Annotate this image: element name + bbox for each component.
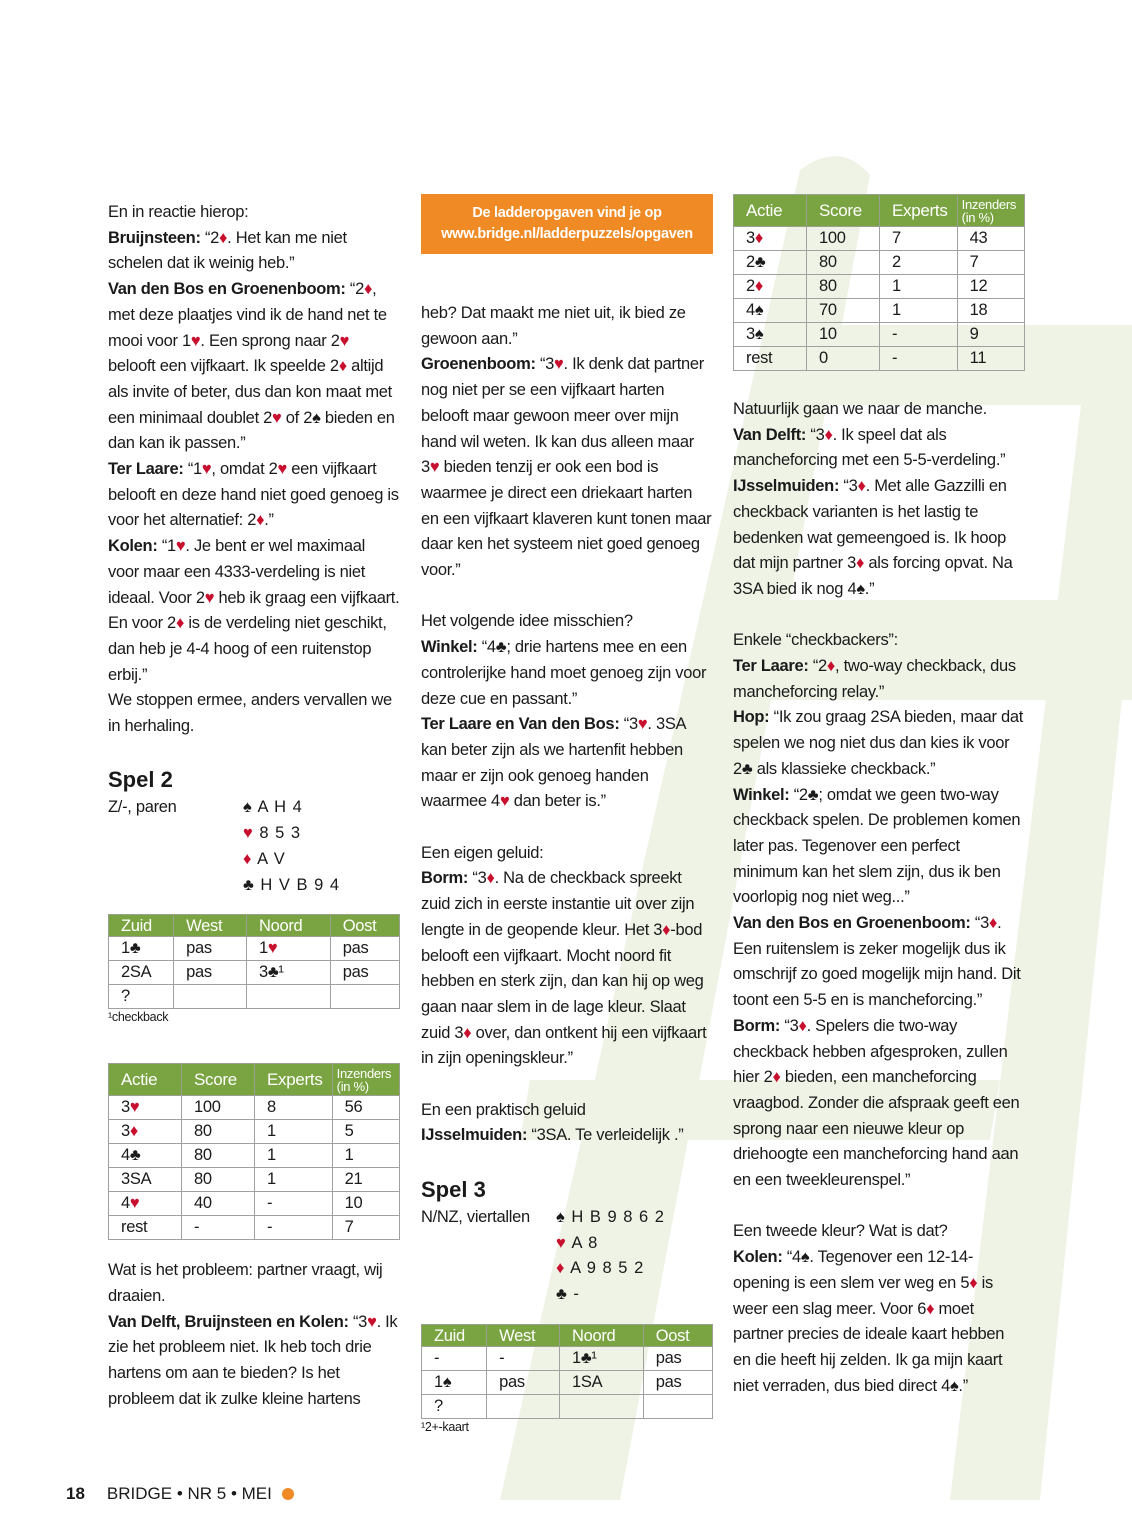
deal-diagram: [421, 1205, 713, 1308]
paragraph: IJsselmuiden: “3♦. Met alle Gazzilli en checkback varianten is het lastig te bedenken wat gemeengoed is. Ik hoop dat mijn partner 3♦ als forcing opvat. Na 3SA bied ik nog 4♠.”: [733, 477, 1013, 598]
red-suit-icon: ♦: [754, 277, 764, 295]
speaker-name: Van den Bos en Groenenboom:: [733, 914, 971, 933]
ladder-url-link[interactable]: www.bridge.nl/ladderpuzzels/opgaven: [441, 226, 693, 242]
bidding-table: Zuid West Noord Oost - - 1♣¹ pas 1♠ pas 1SA pas ?: [421, 1324, 713, 1419]
table-row: 1♠ pas 1SA pas: [422, 1370, 713, 1394]
speaker-name: Ter Laare:: [108, 460, 184, 479]
page-footer: [66, 1484, 294, 1504]
section-title: Spel 2: [108, 767, 173, 793]
red-suit-icon: ♦: [798, 1016, 807, 1035]
paragraph: Een tweede kleur? Wat is dat?: [733, 1222, 948, 1241]
red-suit-icon: ♥: [637, 715, 648, 734]
spade-icon: ♠: [243, 798, 253, 817]
orange-dot-icon: [282, 1488, 294, 1500]
paragraph: Van den Bos en Groenenboom: “2♦, met deze plaatjes vind ik de hand net te mooi voor 1♥. Een sprong naar 2♥ belooft een vijfkaart. Ik speelde 2♦ altijd als invite of beter, dus dan kon maat met een minimaal doublet 2♥ of 2♠ bieden en dan kan ik passen.”: [108, 280, 395, 453]
red-suit-icon: ♦: [338, 357, 347, 376]
table-row: - - 1♣¹ pas: [422, 1346, 713, 1370]
table-row: rest - - 7: [109, 1216, 400, 1240]
red-suit-icon: ♥: [129, 1098, 140, 1117]
red-suit-icon: ♥: [339, 331, 350, 350]
red-suit-icon: ♦: [662, 920, 671, 939]
diamond-icon: ♦: [243, 849, 253, 868]
speaker-name: Winkel:: [733, 785, 790, 804]
column-1: [108, 200, 400, 1412]
red-suit-icon: ♦: [856, 554, 865, 573]
red-suit-icon: ♥: [272, 408, 282, 427]
speaker-name: Borm:: [421, 869, 469, 888]
paragraph: Wat is het probleem: partner vraagt, wij draaien.: [108, 1261, 383, 1305]
column-3: [733, 194, 1025, 1399]
red-suit-icon: ♦: [486, 869, 495, 888]
paragraph: Van den Bos en Groenenboom: “3♦. Een ruitenslem is zeker mogelijk dus ik omschrijf zo goed mogelijk mijn hand. Dit toont een 5-5 en is mancheforcing.”: [733, 914, 1021, 1010]
speaker-name: Ter Laare en Van den Bos:: [421, 715, 620, 734]
paragraph: Borm: “3♦. Na de checkback spreekt zuid zich in eerste instantie uit over zijn lengte in de geopende kleur. Het 3♦-bod belooft een vijfkaart. Mocht noord fit hebben en sterk zijn, dan kan hij op weg gaan naar slem in de lage kleur. Slaat zuid 3♦ over, dan ontkent hij een vijfkaart in zijn openingskleur.”: [421, 869, 707, 1068]
score-table: Actie Score Experts Inzenders (in %) 3♦ 100 7 43 2♣ 80 2 7 2♦ 80 1 12 4♠ 70 1 18 3♠ 10 - 9 rest 0 - 11: [733, 194, 1025, 371]
paragraph: We stoppen ermee, anders vervallen we in herhaling.: [108, 691, 392, 736]
red-suit-icon: ♥: [277, 460, 288, 479]
score-table: Actie Score Experts Inzenders (in %) 3♥ 100 8 56 3♦ 80 1 5 4♣ 80 1 1 3SA 80 1 21 4♥ 40 - 10 rest - - 7: [108, 1063, 400, 1240]
deal-info: N/NZ, viertallen: [421, 1207, 530, 1226]
spade-icon: ♠: [556, 1207, 566, 1226]
heart-icon: ♥: [243, 824, 254, 843]
table-row: 1♣ pas 1♥ pas: [109, 937, 400, 961]
speaker-name: Winkel:: [421, 638, 478, 657]
red-suit-icon: ♦: [824, 425, 833, 444]
speaker-name: Borm:: [733, 1016, 781, 1035]
table-row: 2♦ 80 1 12: [734, 275, 1025, 299]
speaker-name: IJsselmuiden:: [733, 477, 840, 496]
table-row: 4♥ 40 - 10: [109, 1192, 400, 1216]
footnote: ¹2+-kaart: [421, 1419, 469, 1434]
red-suit-icon: ♦: [826, 657, 836, 676]
table-row: 2♣ 80 2 7: [734, 251, 1025, 275]
column-2: [421, 194, 713, 1435]
speaker-name: Van Delft:: [733, 425, 807, 444]
red-suit-icon: ♦: [219, 228, 228, 247]
paragraph: Winkel: “2♣; omdat we geen two-way checkback spelen. De problemen komen later pas. Tegenover een perfect minimum kan het slem zijn, dus ik ben voorlopig nog niet weg...”: [733, 785, 1021, 907]
paragraph: Winkel: “4♣; drie hartens mee en een controlerijke hand moet genoeg zijn voor deze cue en passant.”: [421, 638, 707, 708]
paragraph: Natuurlijk gaan we naar de manche.: [733, 400, 987, 418]
bidding-table: Zuid West Noord Oost 1♣ pas 1♥ pas 2SA pas 3♣¹ pas ?: [108, 914, 400, 1009]
paragraph: Ter Laare en Van den Bos: “3♥. 3SA kan beter zijn als we hartenfit hebben maar er zijn ook genoeg handen waarmee 4♥ dan beter is.”: [421, 715, 686, 811]
club-icon: ♣: [243, 875, 255, 894]
red-suit-icon: ♥: [129, 1194, 140, 1213]
paragraph: Het volgende idee misschien?: [421, 612, 633, 631]
paragraph: heb? Dat maakt me niet uit, ik bied ze gewoon aan.”: [421, 304, 686, 348]
red-suit-icon: ♦: [754, 229, 764, 247]
speaker-name: Groenenboom:: [421, 355, 536, 374]
red-suit-icon: ♥: [201, 460, 212, 479]
red-suit-icon: ♦: [256, 511, 265, 530]
paragraph: Hop: “Ik zou graag 2SA bieden, maar dat spelen we nog niet dus dan kies ik voor 2♣ als klassieke checkback.”: [733, 708, 1024, 778]
paragraph: Van Delft, Bruijnsteen en Kolen: “3♥. Ik zie het probleem niet. Ik heb toch drie hartens om aan te bieden? Is het probleem dat ik zulke kleine hartens: [108, 1312, 398, 1408]
table-row: 3♠ 10 - 9: [734, 323, 1025, 347]
red-suit-icon: ♦: [969, 1273, 978, 1292]
club-icon: ♣: [556, 1284, 568, 1303]
red-suit-icon: ♦: [857, 477, 866, 496]
red-suit-icon: ♥: [429, 458, 440, 477]
paragraph: En in reactie hierop:: [108, 203, 249, 221]
paragraph: Ter Laare: “2♦, two-way checkback, dus mancheforcing relay.”: [733, 657, 1016, 701]
red-suit-icon: ♦: [363, 280, 373, 299]
red-suit-icon: ♥: [499, 792, 510, 811]
paragraph: Bruijnsteen: “2♦. Het kan me niet schelen dat ik weinig heb.”: [108, 228, 347, 273]
speaker-name: Hop:: [733, 708, 770, 727]
deal-diagram: [108, 795, 400, 898]
red-suit-icon: ♥: [554, 355, 564, 374]
red-suit-icon: ♥: [204, 588, 215, 607]
paragraph: Ter Laare: “1♥, omdat 2♥ een vijfkaart belooft en deze hand niet goed genoeg is voor het alternatief: 2♦.”: [108, 460, 399, 530]
paragraph: Borm: “3♦. Spelers die two-way checkback hebben afgesproken, zullen hier 2♦ bieden, een mancheforcing vraagbod. Zonder die afspraak geeft een sprong naar een nieuwe kleur op driehoogte een mancheforcing hand aan en een tweekleurenspel.”: [733, 1016, 1020, 1190]
speaker-name: Kolen:: [108, 537, 158, 556]
speaker-name: Ter Laare:: [733, 657, 809, 676]
paragraph: Een eigen geluid:: [421, 843, 544, 862]
ladder-link-banner[interactable]: De ladderopgaven vind je op www.bridge.nl/ladderpuzzels/opgaven: [421, 194, 713, 254]
table-row: ?: [422, 1394, 713, 1418]
red-suit-icon: ♥: [367, 1312, 377, 1331]
paragraph: Van Delft: “3♦. Ik speel dat als mancheforcing met een 5-5-verdeling.”: [733, 425, 1006, 470]
red-suit-icon: ♦: [129, 1122, 139, 1141]
diamond-icon: ♦: [556, 1259, 566, 1278]
deal-info: Z/-, paren: [108, 798, 177, 817]
paragraph: Kolen: “1♥. Je bent er wel maximaal voor maar een 4333-verdeling is niet ideaal. Voor 2♥ heb ik graag een vijfkaart. En voor 2♦ is de verdeling niet geschikt, dan heb je 4-4 hoog of een ruitenstop erbij.”: [108, 537, 400, 684]
red-suit-icon: ♦: [463, 1023, 472, 1042]
page-number: 18: [66, 1484, 85, 1503]
red-suit-icon: ♦: [926, 1299, 935, 1318]
speaker-name: Bruijnsteen:: [108, 228, 201, 247]
paragraph: IJsselmuiden: “3SA. Te verleidelijk .”: [421, 1126, 684, 1145]
footnote: ¹checkback: [108, 1010, 169, 1025]
speaker-name: Kolen:: [733, 1248, 783, 1267]
table-row: 3SA 80 1 21: [109, 1168, 400, 1192]
table-row: 4♣ 80 1 1: [109, 1144, 400, 1168]
table-row: 4♠ 70 1 18: [734, 299, 1025, 323]
table-row: 2SA pas 3♣¹ pas: [109, 961, 400, 985]
paragraph: Groenenboom: “3♥. Ik denk dat partner nog niet per se een vijfkaart harten belooft maar gewoon meer over mijn hand wil weten. Ik kan dus alleen maar 3♥ bieden tenzij er ook een bod is waarmee je direct een driekaart harten en een vijfkaart klaveren kunt tonen maar daar ken het systeem niet goed genoeg voor.”: [421, 355, 712, 580]
table-row: 3♦ 100 7 43: [734, 227, 1025, 251]
hand: ♠ H B 9 8 6 2 ♥ A 8 ♦ A 9 8 5 2 ♣ -: [556, 1207, 665, 1303]
table-row: rest 0 - 11: [734, 347, 1025, 371]
publication-info: BRIDGE • NR 5 • MEI: [106, 1484, 272, 1503]
table-row: 3♥ 100 8 56: [109, 1096, 400, 1120]
red-suit-icon: ♦: [772, 1068, 781, 1087]
speaker-name: Van Delft, Bruijnsteen en Kolen:: [108, 1312, 349, 1331]
red-suit-icon: ♥: [267, 939, 278, 958]
paragraph: En een praktisch geluid: [421, 1100, 586, 1119]
red-suit-icon: ♦: [175, 614, 185, 633]
table-row: 3♦ 80 1 5: [109, 1120, 400, 1144]
heart-icon: ♥: [556, 1233, 567, 1252]
paragraph: Enkele “checkbackers”:: [733, 631, 898, 650]
table-row: ?: [109, 985, 400, 1009]
section-title: Spel 3: [421, 1176, 486, 1202]
speaker-name: Van den Bos en Groenenboom:: [108, 280, 346, 299]
red-suit-icon: ♥: [190, 331, 201, 350]
hand: ♠ A H 4 ♥ 8 5 3 ♦ A V ♣ H V B 9 4: [243, 798, 341, 894]
speaker-name: IJsselmuiden:: [421, 1126, 528, 1145]
paragraph: Kolen: “4♠. Tegenover een 12-14-opening is een slem ver weg en 5♦ is weer een slag meer. Voor 6♦ moet partner precies de ideale kaart hebben en die heeft hij zelden. Ik ga mijn kaart niet verraden, dus bied direct 4♠.”: [733, 1248, 1005, 1395]
red-suit-icon: ♦: [988, 914, 998, 933]
red-suit-icon: ♥: [175, 537, 186, 556]
